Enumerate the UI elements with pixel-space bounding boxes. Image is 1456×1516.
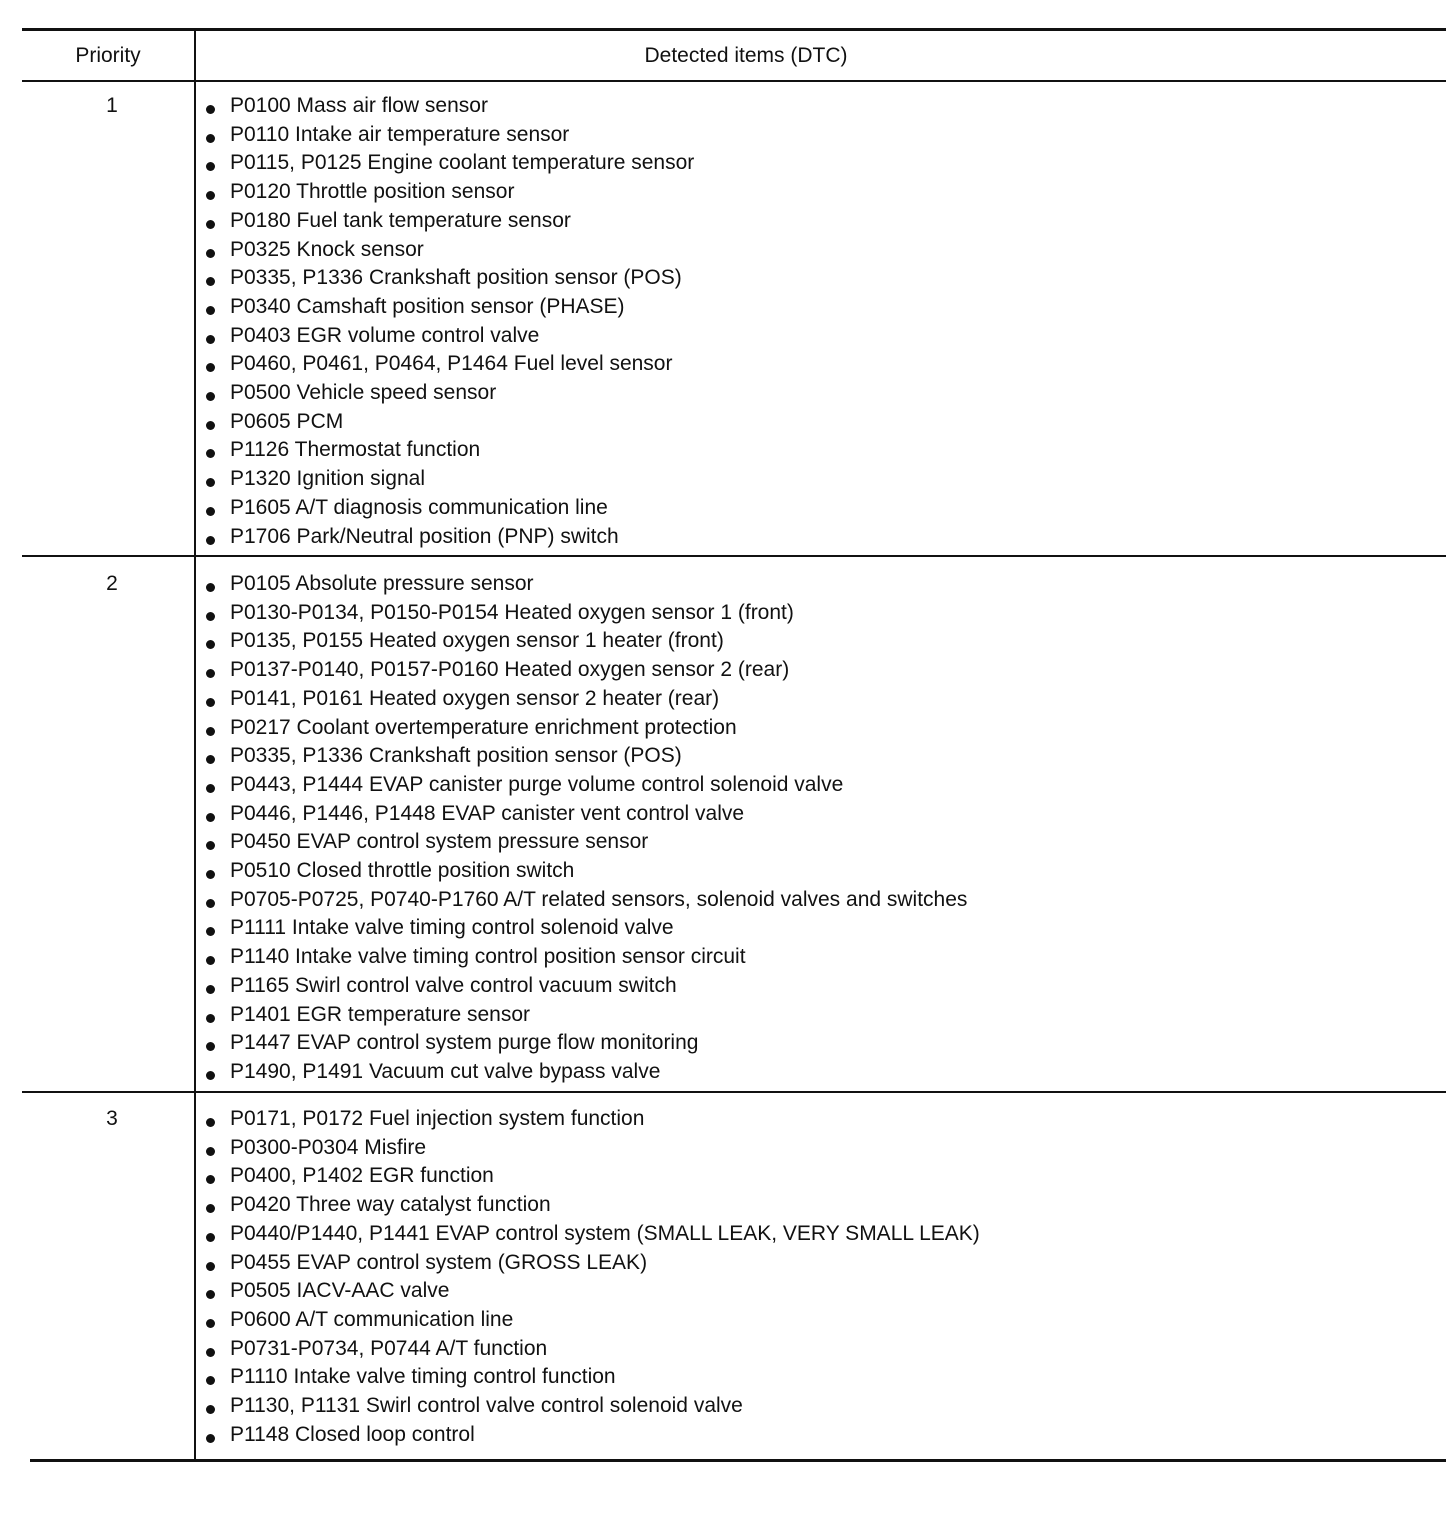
dtc-item: P0510 Closed throttle position switch	[204, 857, 1434, 886]
dtc-item: P0500 Vehicle speed sensor	[204, 379, 1434, 408]
dtc-item: P0180 Fuel tank temperature sensor	[204, 207, 1434, 236]
dtc-item: P1490, P1491 Vacuum cut valve bypass valve	[204, 1058, 1434, 1087]
dtc-item: P0400, P1402 EGR function	[204, 1162, 1434, 1191]
dtc-item: P0325 Knock sensor	[204, 236, 1434, 265]
dtc-item: P0420 Three way catalyst function	[204, 1191, 1434, 1220]
dtc-item: P0120 Throttle position sensor	[204, 178, 1434, 207]
dtc-item: P1111 Intake valve timing control solenoid valve	[204, 914, 1434, 943]
dtc-priority-table	[22, 28, 1446, 1462]
row-divider	[22, 555, 1446, 557]
dtc-item: P0171, P0172 Fuel injection system function	[204, 1105, 1434, 1134]
dtc-item: P0217 Coolant overtemperature enrichment protection	[204, 714, 1434, 743]
row-divider	[22, 1091, 1446, 1093]
dtc-item: P0705-P0725, P0740-P1760 A/T related sensors, solenoid valves and switches	[204, 886, 1434, 915]
dtc-item: P0130-P0134, P0150-P0154 Heated oxygen sensor 1 (front)	[204, 599, 1434, 628]
detected-items-column-header: Detected items (DTC)	[644, 44, 848, 67]
dtc-item: P0335, P1336 Crankshaft position sensor (POS)	[204, 742, 1434, 771]
dtc-item: P1140 Intake valve timing control position sensor circuit	[204, 943, 1434, 972]
priority-value: 2	[106, 572, 118, 595]
header-divider	[22, 80, 1446, 82]
dtc-item: P0450 EVAP control system pressure sensor	[204, 828, 1434, 857]
dtc-item: P0600 A/T communication line	[204, 1306, 1434, 1335]
dtc-item: P0105 Absolute pressure sensor	[204, 570, 1434, 599]
dtc-item: P1706 Park/Neutral position (PNP) switch	[204, 523, 1434, 552]
dtc-item: P0443, P1444 EVAP canister purge volume control solenoid valve	[204, 771, 1434, 800]
dtc-item: P0340 Camshaft position sensor (PHASE)	[204, 293, 1434, 322]
dtc-item: P0115, P0125 Engine coolant temperature sensor	[204, 149, 1434, 178]
table-top-rule	[22, 28, 1446, 31]
dtc-list	[204, 1105, 1434, 1449]
dtc-item: P1320 Ignition signal	[204, 465, 1434, 494]
dtc-item: P0403 EGR volume control valve	[204, 322, 1434, 351]
dtc-item: P1110 Intake valve timing control function	[204, 1363, 1434, 1392]
dtc-item: P0135, P0155 Heated oxygen sensor 1 heater (front)	[204, 627, 1434, 656]
dtc-item: P1401 EGR temperature sensor	[204, 1001, 1434, 1030]
table-bottom-rule	[30, 1459, 1446, 1462]
dtc-list	[204, 570, 1434, 1087]
dtc-item: P0440/P1440, P1441 EVAP control system (SMALL LEAK, VERY SMALL LEAK)	[204, 1220, 1434, 1249]
dtc-item: P0141, P0161 Heated oxygen sensor 2 heater (rear)	[204, 685, 1434, 714]
dtc-item: P0455 EVAP control system (GROSS LEAK)	[204, 1249, 1434, 1278]
priority-value: 3	[106, 1107, 118, 1130]
dtc-item: P1130, P1131 Swirl control valve control solenoid valve	[204, 1392, 1434, 1421]
dtc-item: P0731-P0734, P0744 A/T function	[204, 1335, 1434, 1364]
dtc-item: P1148 Closed loop control	[204, 1421, 1434, 1450]
column-divider	[194, 30, 196, 1460]
dtc-list	[204, 92, 1434, 551]
dtc-item: P0300-P0304 Misfire	[204, 1134, 1434, 1163]
dtc-item: P0137-P0140, P0157-P0160 Heated oxygen sensor 2 (rear)	[204, 656, 1434, 685]
priority-value: 1	[106, 94, 118, 117]
dtc-item: P0110 Intake air temperature sensor	[204, 121, 1434, 150]
dtc-item: P1165 Swirl control valve control vacuum switch	[204, 972, 1434, 1001]
dtc-item: P1447 EVAP control system purge flow monitoring	[204, 1029, 1434, 1058]
dtc-item: P0505 IACV-AAC valve	[204, 1277, 1434, 1306]
dtc-item: P1605 A/T diagnosis communication line	[204, 494, 1434, 523]
dtc-item: P0335, P1336 Crankshaft position sensor (POS)	[204, 264, 1434, 293]
dtc-item: P1126 Thermostat function	[204, 436, 1434, 465]
dtc-item: P0605 PCM	[204, 408, 1434, 437]
dtc-item: P0100 Mass air flow sensor	[204, 92, 1434, 121]
dtc-item: P0446, P1446, P1448 EVAP canister vent control valve	[204, 800, 1434, 829]
dtc-item: P0460, P0461, P0464, P1464 Fuel level sensor	[204, 350, 1434, 379]
priority-column-header: Priority	[75, 44, 141, 67]
